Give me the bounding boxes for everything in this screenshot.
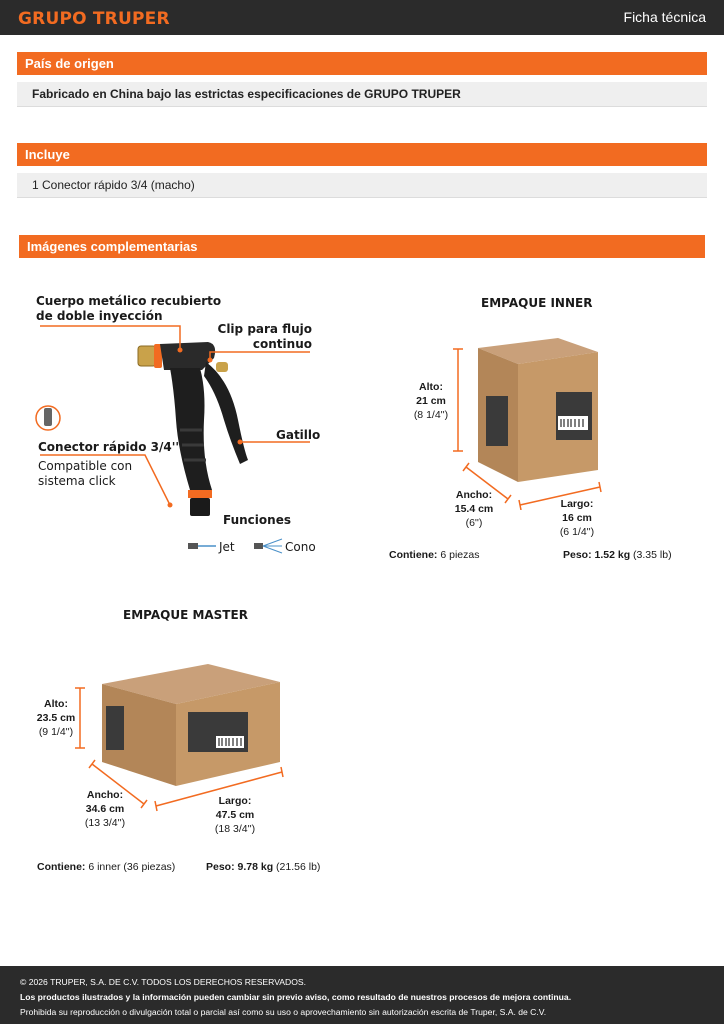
top-bar (0, 0, 724, 35)
footer-copyright: © 2026 TRUPER, S.A. DE C.V. TODOS LOS DERECHOS RESERVADOS. (20, 977, 307, 987)
cone-icon (254, 537, 284, 555)
footer-notice: Los productos ilustrados y la información pueden cambiar sin previo aviso, como resultado de nuestros procesos de mejora continua. (20, 992, 572, 1002)
master-ancho: Ancho: 34.6 cm (13 3/4'') (84, 789, 126, 829)
inner-alto: Alto: 21 cm (8 1/4'') (413, 381, 449, 421)
inner-ancho: Ancho: 15.4 cm (6'') (454, 489, 494, 529)
trigger-label: Gatillo (276, 428, 321, 442)
doc-type-title: Ficha técnica (623, 9, 706, 25)
master-alto: Alto: 23.5 cm (9 1/4'') (36, 698, 76, 738)
functions-title: Funciones (223, 513, 291, 527)
footer-legal: Prohibida su reproducción o divulgación total o parcial así como su uso o aprovechamiento sin autorización escrita de Truper, S.A. de C.V. (20, 1007, 547, 1017)
clip-label: Clip para flujo continuo (217, 322, 312, 351)
connector-sub: Compatible con sistema click (38, 459, 133, 488)
brand-logo: GRUPO TRUPER (18, 9, 170, 29)
footer (0, 966, 724, 1024)
connector-icon (35, 400, 61, 436)
section-origin-header: País de origen (17, 52, 707, 75)
function-cone: Cono (285, 540, 316, 554)
inner-pack-title: EMPAQUE INNER (481, 296, 593, 310)
body-label: Cuerpo metálico recubierto de doble inyección (36, 294, 222, 323)
inner-dimension-lines (450, 345, 620, 510)
section-includes-header: Incluye (17, 143, 707, 166)
master-weight: Peso: 9.78 kg (21.56 lb) (206, 861, 321, 873)
function-jet: Jet (219, 540, 235, 554)
inner-weight: Peso: 1.52 kg (3.35 lb) (563, 549, 672, 561)
jet-icon (188, 539, 218, 553)
master-contains: Contiene: 6 inner (36 piezas) (37, 861, 176, 873)
master-largo: Largo: 47.5 cm (18 3/4'') (214, 795, 256, 835)
inner-largo: Largo: 16 cm (6 1/4'') (559, 498, 595, 538)
section-origin-text: Fabricado en China bajo las estrictas especificaciones de GRUPO TRUPER (17, 82, 707, 107)
inner-contains: Contiene: 6 piezas (389, 549, 480, 561)
section-includes-text: 1 Conector rápido 3/4 (macho) (17, 173, 707, 198)
master-pack-title: EMPAQUE MASTER (123, 608, 248, 622)
connector-title: Conector rápido 3/4'' (38, 440, 180, 454)
section-images-header: Imágenes complementarias (19, 235, 705, 258)
